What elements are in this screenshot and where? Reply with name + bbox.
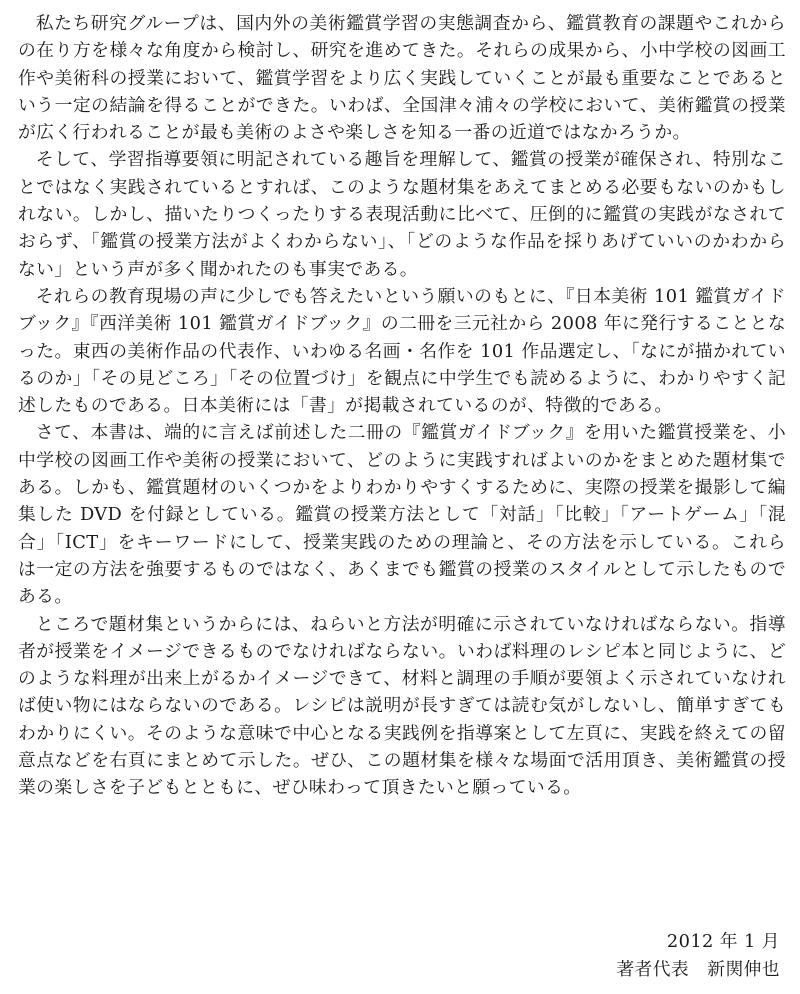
signature-date: 2012 年 1 月 xyxy=(666,931,780,952)
preface-body xyxy=(18,10,786,802)
signature-author: 著者代表 新関伸也 xyxy=(616,959,780,980)
paragraph-2: そして、学習指導要領に明記されている趣旨を理解して、鑑賞の授業が確保され、特別なことではなく実践されているとすれば、このような題材集をあえてまとめる必要もないのかもしれない。しかし、描いたりつくったりする表現活動に比べて、圧倒的に鑑賞の実践がなされておらず、「鑑賞の授業方法がよくわからない」、「どのような作品を採りあげていいのかわからない」という声が多く聞かれたのも事実である。 xyxy=(18,149,786,280)
paragraph-1: 私たち研究グループは、国内外の美術鑑賞学習の実態調査から、鑑賞教育の課題やこれからの在り方を様々な角度から検討し、研究を進めてきた。それらの成果から、小中学校の図画工作や美術科の授業において、鑑賞学習をより広く実践していくことが最も重要なことであるという一定の結論を得ることができた。いわば、全国津々浦々の学校において、美術鑑賞の授業が広く行われることが最も美術のよさや楽しさを知る一番の近道ではなかろうか。 xyxy=(18,13,786,144)
paragraph-3: それらの教育現場の声に少しでも答えたいという願いのもとに、『日本美術 101 鑑賞ガイドブック』『西洋美術 101 鑑賞ガイドブック』の二冊を三元社から 2008 年に発行することとなった。東西の美術作品の代表作、いわゆる名画・名作を 101 作品選定し、「なにが描かれているのか」「その見どころ」「その位置づけ」を観点に中学生でも読めるように、わかりやすく記述したものである。日本美術には「書」が掲載されているのが、特徴的である。 xyxy=(18,285,786,417)
paragraph-4: さて、本書は、端的に言えば前述した二冊の『鑑賞ガイドブック』を用いた鑑賞授業を、小中学校の図画工作や美術の授業において、どのように実践すればよいのかをまとめた題材集である。しかも、鑑賞題材のいくつかをよりわかりやすくするために、実際の授業を撮影して編集した DVD を付録としている。鑑賞の授業方法として「対話」「比較」「アートゲーム」「混合」「ICT」をキーワードにして、授業実践のための理論と、その方法を示している。これらは一定の方法を強要するものではなく、あくまでも鑑賞の授業のスタイルとして示したものである。 xyxy=(18,422,786,608)
paragraph-5: ところで題材集というからには、ねらいと方法が明確に示されていなければならない。指導者が授業をイメージできるものでなければならない。いわば料理のレシピ本と同じように、どのような料理が出来上がるかイメージできて、材料と調理の手順が要領よく示されていなければ使い物にはならないのである。レシピは説明が長すぎては読む気がしないし、簡単すぎてもわかりにくい。そのような意味で中心となる実践例を指導案として左頁に、実践を終えての留意点などを右頁にまとめて示した。ぜひ、この題材集を様々な場面で活用頂き、美術鑑賞の授業の楽しさを子どもとともに、ぜひ味わって頂きたいと願っている。 xyxy=(18,613,786,799)
